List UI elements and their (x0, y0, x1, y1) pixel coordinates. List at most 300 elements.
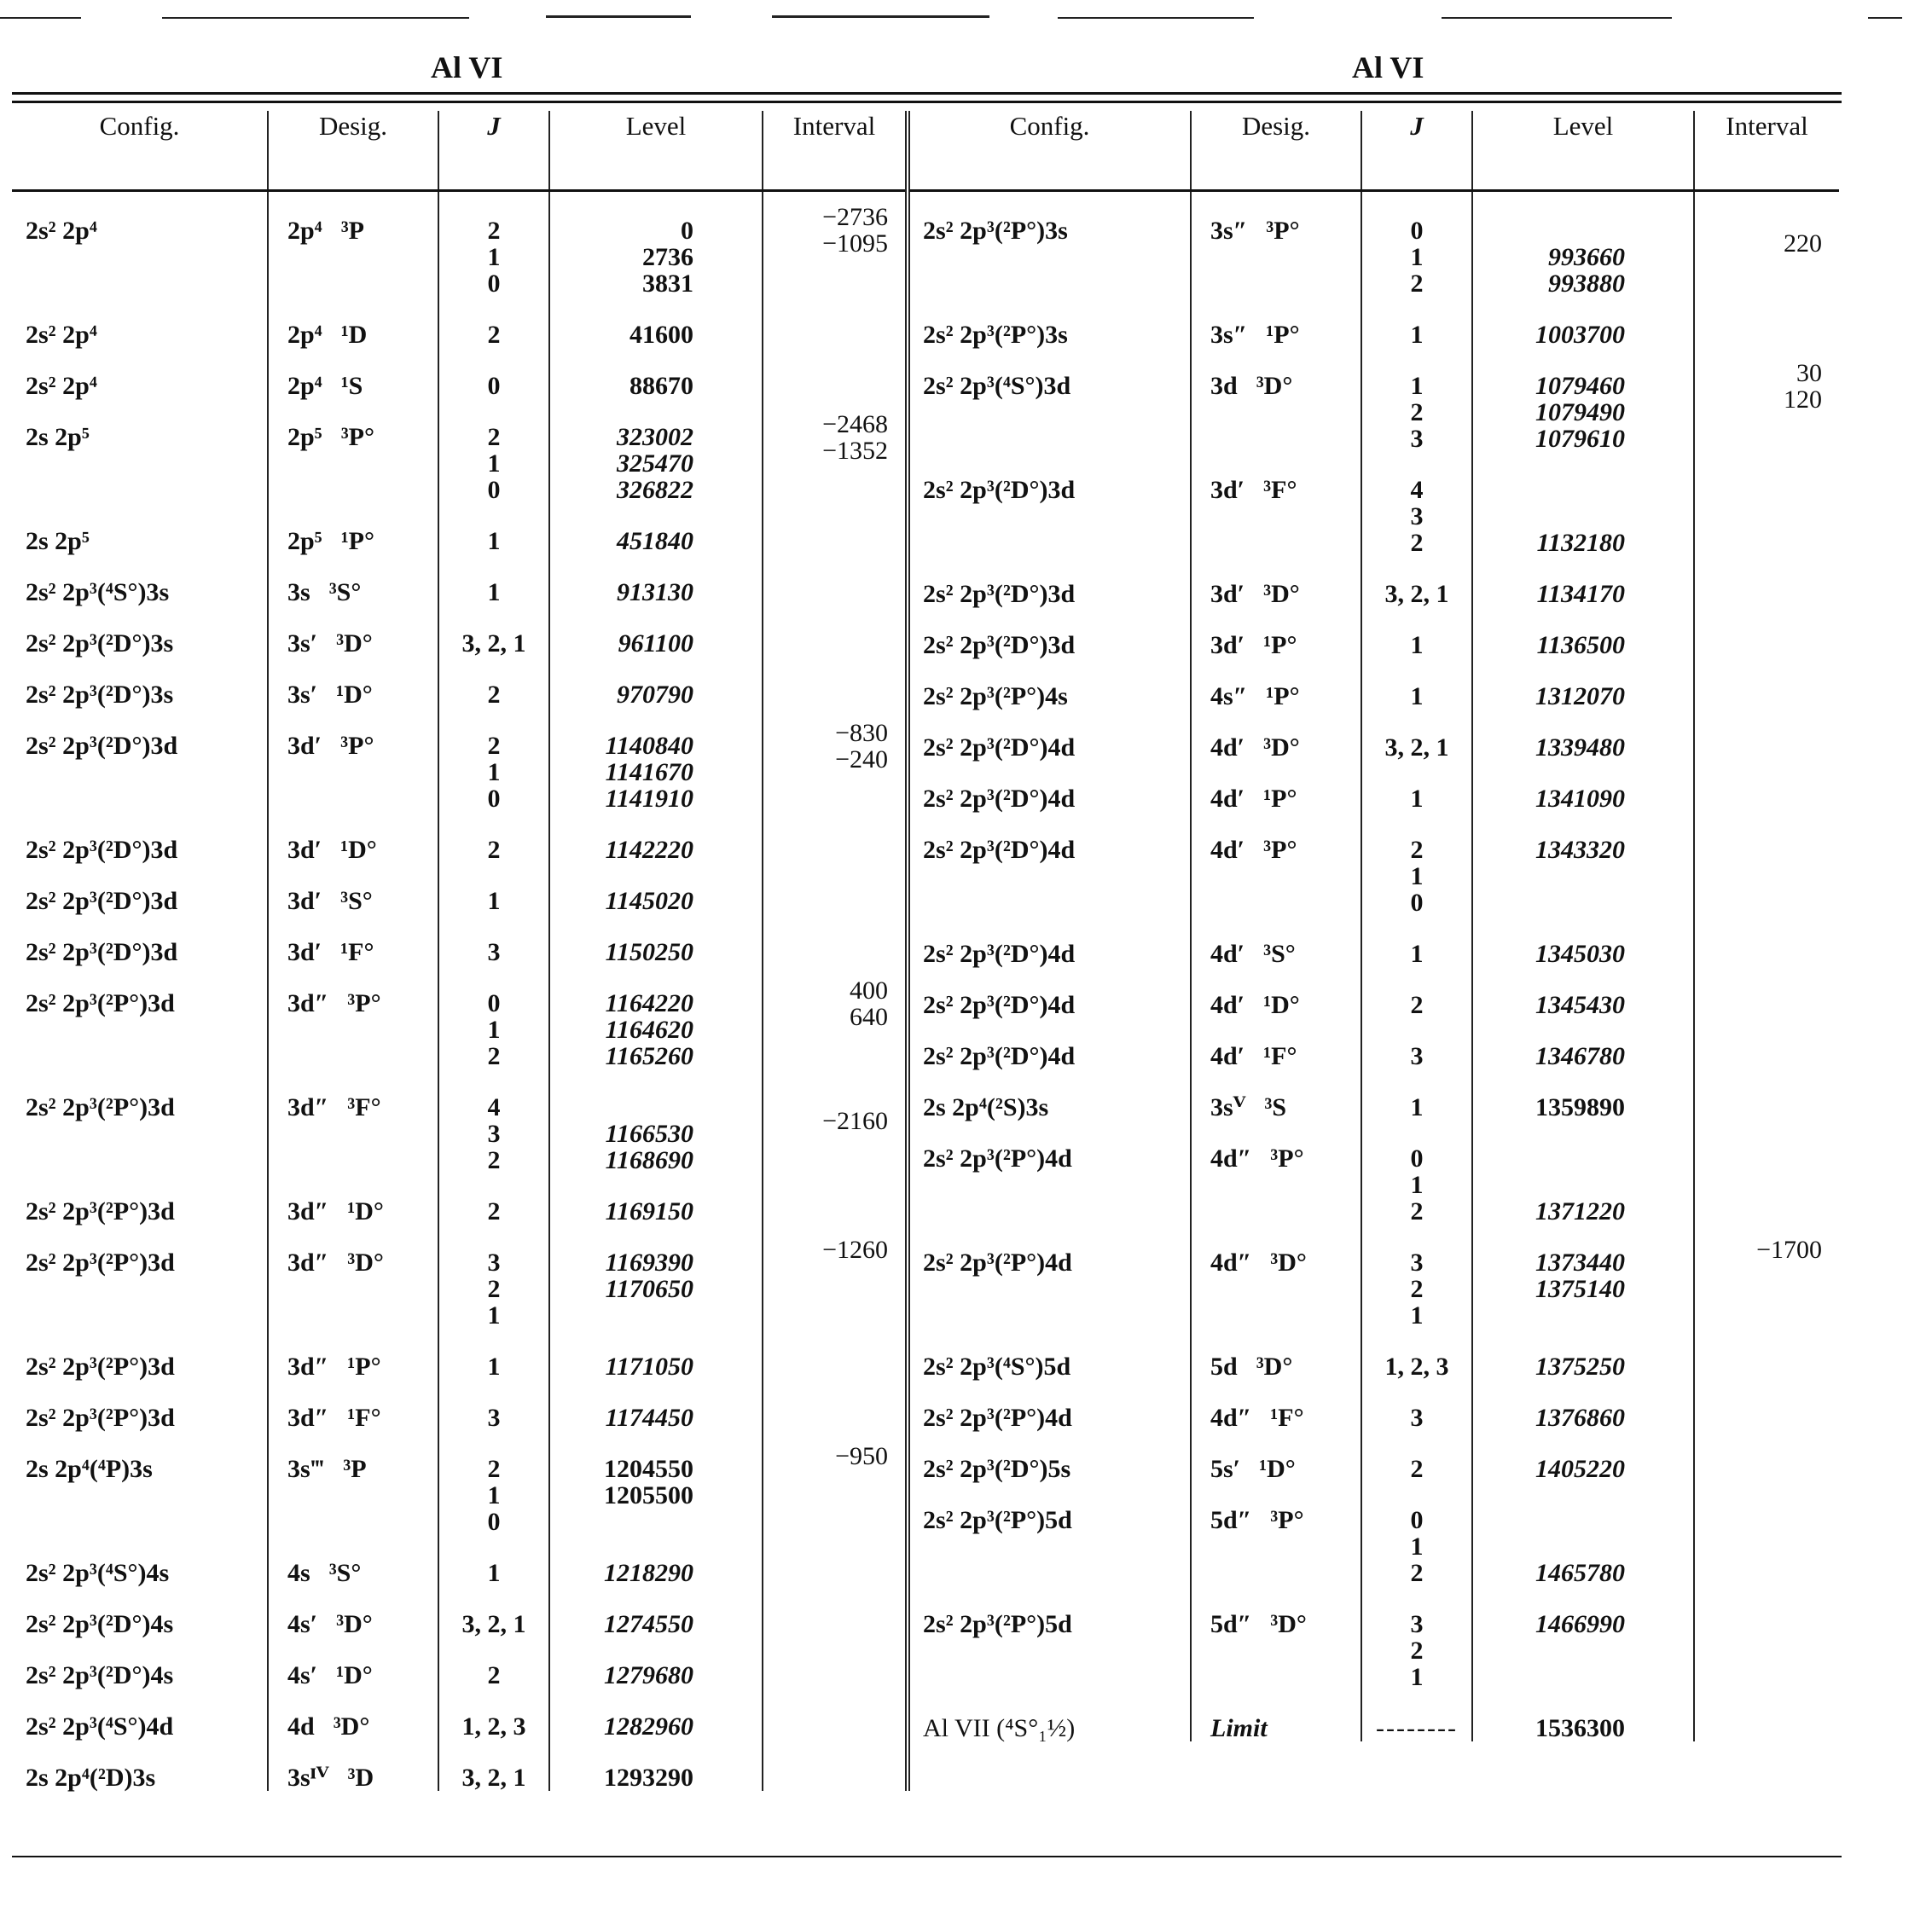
j-value: 2 (1410, 991, 1424, 1019)
term-symbol: ¹P° (1266, 682, 1300, 710)
j-cell (1361, 916, 1472, 967)
designation-text: 3s′ (287, 629, 318, 658)
level-cell (1472, 1225, 1694, 1329)
level-value: 1293290 (604, 1764, 693, 1792)
term-symbol: ³P° (340, 423, 375, 451)
interval-cell (763, 812, 908, 863)
config-cell (909, 607, 1191, 658)
config-cell (12, 1689, 268, 1740)
table-row (909, 297, 1839, 348)
term-symbol: ³D (347, 1764, 374, 1792)
table-row (12, 554, 908, 605)
interval-cell (763, 708, 908, 812)
level-value (1473, 477, 1625, 503)
table-row (12, 297, 908, 348)
config-text: 2s² 2p³(²P°)3d (26, 1197, 175, 1225)
config-text: 2s² 2p³(²D°)3d (26, 938, 178, 966)
level-value: 451840 (617, 527, 693, 555)
level-cell (549, 1535, 763, 1586)
level-value: 1371220 (1535, 1197, 1625, 1225)
table-row (12, 1329, 908, 1380)
level-value: 1345430 (1535, 991, 1625, 1019)
level-cell (1472, 348, 1694, 452)
interval-cell (1694, 812, 1839, 916)
j-cell (1361, 1329, 1472, 1380)
level-cell (1472, 812, 1694, 916)
table-row (12, 1740, 908, 1791)
j-cell (1361, 761, 1472, 812)
designation-text: 3d′ (1210, 476, 1245, 504)
designation-cell (1191, 1069, 1361, 1121)
term-symbol: ³P° (347, 989, 381, 1017)
column-header-interval: Interval (1694, 111, 1839, 191)
designation-text: 3s‴ (287, 1455, 325, 1483)
j-value: 3, 2, 1 (1384, 733, 1449, 762)
j-value: 1 (487, 578, 501, 606)
term-symbol: ¹D° (340, 836, 377, 864)
j-value: 1 (1410, 785, 1424, 813)
designation-text: 3s′ (287, 681, 318, 709)
designation-text: 5d″ (1210, 1610, 1252, 1638)
config-text: Al VII (⁴S°₁½) (923, 1714, 1076, 1742)
designation-text: 2p⁴ (287, 217, 322, 245)
designation-cell (268, 965, 438, 1069)
designation-text: 4d′ (1210, 991, 1245, 1019)
j-value: 2 (487, 217, 501, 245)
config-text: 2s² 2p³(²D°)4d (923, 785, 1076, 813)
designation-cell (1191, 1329, 1361, 1380)
interval-cell (1694, 1380, 1839, 1431)
j-cell (1361, 556, 1472, 607)
table-row (12, 1431, 908, 1535)
level-value: 3831 (642, 269, 693, 298)
j-value: 3 (1410, 1404, 1424, 1432)
column-header-j: J (1361, 111, 1472, 191)
interval-cell (763, 965, 908, 1069)
config-cell (909, 191, 1191, 298)
table-row (12, 348, 908, 399)
j-value: 3 (1410, 1610, 1424, 1638)
designation-cell (268, 1637, 438, 1689)
j-value: 2 (1410, 1637, 1424, 1665)
config-text: 2s² 2p³(²D°)3d (923, 631, 1076, 659)
j-cell (438, 657, 549, 708)
interval-cell (1694, 658, 1839, 710)
level-value: 88670 (629, 372, 693, 400)
term-symbol: ³S° (340, 887, 373, 915)
level-value: 993660 (1548, 243, 1625, 271)
level-value: 1465780 (1535, 1559, 1625, 1587)
config-text: 2s² 2p³(²D°)4s (26, 1661, 174, 1689)
term-symbol: ³D° (1270, 1249, 1307, 1277)
designation-cell (268, 708, 438, 812)
column-header-config: Config. (12, 111, 268, 191)
config-cell (909, 1380, 1191, 1431)
interval-value: 220 (1784, 229, 1822, 258)
level-cell (549, 1637, 763, 1689)
term-symbol: ³P (343, 1455, 367, 1483)
config-cell (12, 863, 268, 914)
j-cell (1361, 1586, 1472, 1690)
config-cell (909, 710, 1191, 761)
j-cell (1361, 348, 1472, 452)
designation-text: 2p⁵ (287, 423, 322, 451)
designation-cell (268, 1225, 438, 1329)
designation-cell (268, 399, 438, 503)
interval-cell (1694, 607, 1839, 658)
config-text: 2s² 2p³(²P°)3d (26, 1249, 175, 1277)
config-text: 2s² 2p³(²P°)3d (26, 989, 175, 1017)
level-value (1473, 503, 1625, 530)
table-row (909, 1431, 1839, 1482)
interval-cell (763, 1431, 908, 1535)
table-row (909, 1121, 1839, 1225)
j-value: 2 (487, 1661, 501, 1689)
config-cell (909, 1690, 1191, 1741)
j-value: 2 (1410, 836, 1424, 864)
designation-text: 4s′ (287, 1610, 318, 1638)
config-cell (12, 554, 268, 605)
table-row (12, 605, 908, 657)
designation-text: 3d (1210, 372, 1238, 400)
term-symbol: ³P (340, 217, 365, 245)
j-cell (1361, 1225, 1472, 1329)
j-value: 1 (1410, 682, 1424, 710)
table-row (909, 1329, 1839, 1380)
designation-cell (268, 1380, 438, 1431)
interval-cell (1694, 556, 1839, 607)
level-cell (1472, 1121, 1694, 1225)
config-text: 2s² 2p³(⁴S°)3d (923, 372, 1071, 400)
config-cell (12, 348, 268, 399)
config-text: 2s² 2p³(²P°)4d (923, 1404, 1072, 1432)
interval-cell (1694, 191, 1839, 298)
level-value: 1164220 (605, 989, 693, 1017)
config-text: 2s² 2p⁴ (26, 321, 97, 349)
level-cell (549, 554, 763, 605)
interval-cell (1694, 1431, 1839, 1482)
interval-cell (1694, 452, 1839, 556)
table-row (909, 1690, 1839, 1741)
level-cell (549, 1225, 763, 1329)
config-cell (909, 658, 1191, 710)
designation-text: 4d′ (1210, 733, 1245, 762)
j-value: 2 (1410, 529, 1424, 557)
j-value: 3 (487, 1249, 501, 1277)
table-row (12, 503, 908, 554)
designation-cell (268, 657, 438, 708)
column-header-config: Config. (909, 111, 1191, 191)
designation-text: 3s″ (1210, 321, 1248, 349)
interval-cell (763, 1380, 908, 1431)
j-value: 1 (1410, 862, 1424, 890)
term-symbol: ¹P° (340, 527, 375, 555)
term-symbol: ¹F° (347, 1404, 381, 1432)
config-text: 2s² 2p³(⁴S°)5d (923, 1353, 1071, 1381)
level-cell (549, 965, 763, 1069)
config-cell (909, 556, 1191, 607)
j-cell (438, 1380, 549, 1431)
interval-cell (763, 1740, 908, 1791)
designation-cell (1191, 1690, 1361, 1741)
designation-cell (268, 297, 438, 348)
interval-cell (763, 1586, 908, 1637)
designation-text: 3d″ (287, 989, 329, 1017)
designation-cell (268, 1431, 438, 1535)
designation-text: 3s″ (1210, 217, 1248, 245)
config-text: 2s 2p⁵ (26, 527, 90, 555)
j-value: 2 (1410, 1455, 1424, 1483)
designation-cell (268, 812, 438, 863)
designation-cell (1191, 1225, 1361, 1329)
term-symbol: ¹F° (340, 938, 374, 966)
term-symbol: ³P° (1270, 1506, 1304, 1534)
level-value: 1165260 (605, 1042, 693, 1070)
level-cell (549, 1740, 763, 1791)
j-value: 2 (487, 1275, 501, 1303)
interval-value (1695, 204, 1822, 230)
designation-text: 2p⁵ (287, 527, 322, 555)
config-text: 2s² 2p³(²D°)4d (923, 1042, 1076, 1070)
designation-text: 3s (287, 578, 310, 606)
table-row (12, 1173, 908, 1225)
j-value: 1 (1410, 1532, 1424, 1561)
interval-cell (1694, 297, 1839, 348)
term-symbol: ³S° (1263, 940, 1296, 968)
term-symbol: ³D° (347, 1249, 384, 1277)
j-value: 1 (1410, 631, 1424, 659)
interval-cell (763, 1069, 908, 1173)
designation-cell (268, 503, 438, 554)
j-value: 2 (487, 1146, 501, 1174)
designation-cell (1191, 916, 1361, 967)
designation-cell (1191, 556, 1361, 607)
level-value (1473, 1507, 1625, 1533)
table-row (909, 1482, 1839, 1586)
level-cell (549, 191, 763, 298)
table-row (909, 556, 1839, 607)
column-header-level: Level (549, 111, 763, 191)
level-cell (549, 503, 763, 554)
j-value: 3, 2, 1 (461, 1764, 526, 1792)
level-value: 1140840 (605, 732, 693, 760)
designation-text: 3d′ (287, 836, 322, 864)
level-value: 1142220 (605, 836, 693, 864)
level-value: 323002 (617, 423, 693, 451)
level-value: 1359890 (1535, 1093, 1625, 1121)
j-cell (438, 1637, 549, 1689)
j-value: 1 (487, 1559, 501, 1587)
j-cell (438, 1431, 549, 1535)
interval-value: −2468 (822, 410, 888, 438)
config-cell (909, 1069, 1191, 1121)
level-value (1473, 217, 1625, 244)
interval-cell (1694, 1482, 1839, 1586)
designation-cell (1191, 658, 1361, 710)
level-cell (549, 657, 763, 708)
j-cell (1361, 452, 1472, 556)
j-value: 2 (487, 1197, 501, 1225)
interval-value (763, 1081, 888, 1108)
config-cell (909, 967, 1191, 1018)
config-text: 2s² 2p³(²D°)4d (923, 991, 1076, 1019)
config-text: 2s² 2p⁴ (26, 217, 97, 245)
config-cell (909, 1482, 1191, 1586)
designation-cell (268, 1586, 438, 1637)
level-cell (549, 1431, 763, 1535)
config-text: 2s² 2p³(²D°)3d (26, 732, 178, 760)
j-value: 1 (487, 887, 501, 915)
j-value: 2 (487, 1455, 501, 1483)
designation-cell (1191, 607, 1361, 658)
j-cell (1361, 297, 1472, 348)
config-text: 2s² 2p³(²P°)3d (26, 1353, 175, 1381)
config-cell (909, 761, 1191, 812)
designation-text: 5d (1210, 1353, 1238, 1381)
level-value: 1205500 (604, 1481, 693, 1509)
j-value: 3 (487, 938, 501, 966)
level-cell (549, 1586, 763, 1637)
designation-text: 3d″ (287, 1404, 329, 1432)
config-text: 2s² 2p³(⁴S°)3s (26, 578, 170, 606)
designation-text: 3d′ (1210, 631, 1245, 659)
j-cell (438, 914, 549, 965)
interval-value: −1260 (822, 1236, 888, 1264)
designation-cell (1191, 348, 1361, 452)
config-text: 2s² 2p³(²D°)3d (26, 836, 178, 864)
level-value (1473, 1145, 1625, 1172)
j-value: 2 (1410, 269, 1424, 298)
table-row (909, 1380, 1839, 1431)
interval-cell (763, 605, 908, 657)
interval-value: −1352 (822, 437, 888, 465)
config-text: 2s² 2p³(²P°)4d (923, 1249, 1072, 1277)
config-text: 2s² 2p³(²D°)4s (26, 1610, 174, 1638)
level-value: 1343320 (1535, 836, 1625, 864)
level-cell (1472, 916, 1694, 967)
config-cell (12, 1173, 268, 1225)
designation-text: 4s″ (1210, 682, 1248, 710)
config-cell (12, 1431, 268, 1535)
j-value: 3 (1410, 1042, 1424, 1070)
level-value: 1141670 (605, 758, 693, 786)
j-cell (438, 297, 549, 348)
level-cell (1472, 1380, 1694, 1431)
j-value: 1 (487, 1353, 501, 1381)
j-cell (1361, 710, 1472, 761)
config-text: 2s² 2p³(²D°)3s (26, 681, 174, 709)
j-value: 1 (1410, 321, 1424, 349)
config-cell (909, 1018, 1191, 1069)
table-row (12, 657, 908, 708)
interval-cell (1694, 1586, 1839, 1690)
interval-cell (763, 1329, 908, 1380)
term-symbol: ³P° (1270, 1144, 1304, 1173)
j-value: 2 (1410, 1559, 1424, 1587)
j-value: 2 (487, 1042, 501, 1070)
level-cell (549, 1329, 763, 1380)
designation-text: 3d″ (287, 1093, 329, 1121)
j-value: 3, 2, 1 (461, 629, 526, 658)
level-cell (1472, 658, 1694, 710)
designation-cell (1191, 1431, 1361, 1482)
j-value: 1 (1410, 1301, 1424, 1330)
config-cell (909, 1329, 1191, 1380)
interval-value: −830 (835, 719, 888, 747)
level-cell (1472, 191, 1694, 298)
designation-cell (1191, 967, 1361, 1018)
j-cell (438, 1689, 549, 1740)
table-row (12, 191, 908, 298)
config-text: 2s² 2p³(²D°)5s (923, 1455, 1071, 1483)
term-symbol: ³D° (1256, 1353, 1293, 1381)
level-cell (1472, 1482, 1694, 1586)
level-value: 1345030 (1535, 940, 1625, 968)
level-value: 993880 (1548, 269, 1625, 298)
designation-text: 2p⁴ (287, 321, 322, 349)
config-cell (909, 348, 1191, 452)
term-symbol: ³D° (333, 1712, 370, 1741)
term-symbol: ³F° (1263, 476, 1297, 504)
term-symbol: ³S° (328, 1559, 362, 1587)
level-value: 1168690 (605, 1146, 693, 1174)
interval-cell (763, 657, 908, 708)
term-symbol: ¹D° (336, 1661, 373, 1689)
config-cell (12, 1225, 268, 1329)
designation-text: 4s (287, 1559, 310, 1587)
config-text: 2s² 2p⁴ (26, 372, 97, 400)
term-symbol: ³S (1264, 1093, 1287, 1121)
config-cell (12, 965, 268, 1069)
j-value: 4 (487, 1093, 501, 1121)
designation-text: 3sⱽ (1210, 1093, 1246, 1121)
config-text: 2s² 2p³(⁴S°)4s (26, 1559, 170, 1587)
config-cell (909, 916, 1191, 967)
config-text: 2s² 2p³(²P°)5d (923, 1506, 1072, 1534)
page-rule (1868, 17, 1902, 19)
level-value (550, 1094, 693, 1121)
config-cell (12, 297, 268, 348)
j-value: 2 (1410, 1275, 1424, 1303)
table-row (909, 1225, 1839, 1329)
interval-cell (1694, 1069, 1839, 1121)
interval-value: −1700 (1756, 1236, 1822, 1264)
config-cell (12, 708, 268, 812)
j-value: 0 (1410, 1506, 1424, 1534)
config-cell (12, 1535, 268, 1586)
j-cell (438, 191, 549, 298)
config-text: 2s 2p⁴(²D)3s (26, 1764, 156, 1792)
j-value: 3, 2, 1 (461, 1610, 526, 1638)
term-symbol: ³D° (336, 629, 373, 658)
designation-cell (268, 1535, 438, 1586)
term-symbol: ¹D° (347, 1197, 384, 1225)
config-text: 2s² 2p³(²P°)4d (923, 1144, 1072, 1173)
j-value: 4 (1410, 476, 1424, 504)
term-symbol: ³F° (347, 1093, 381, 1121)
j-value: -------- (1376, 1714, 1458, 1742)
j-cell (438, 503, 549, 554)
level-value: 913130 (617, 578, 693, 606)
interval-cell (763, 297, 908, 348)
level-value (1473, 1172, 1625, 1198)
j-value: 3 (1410, 1249, 1424, 1277)
j-value: 2 (1410, 1197, 1424, 1225)
level-value: 1218290 (604, 1559, 693, 1587)
config-cell (12, 1740, 268, 1791)
config-cell (909, 1586, 1191, 1690)
level-cell (1472, 761, 1694, 812)
